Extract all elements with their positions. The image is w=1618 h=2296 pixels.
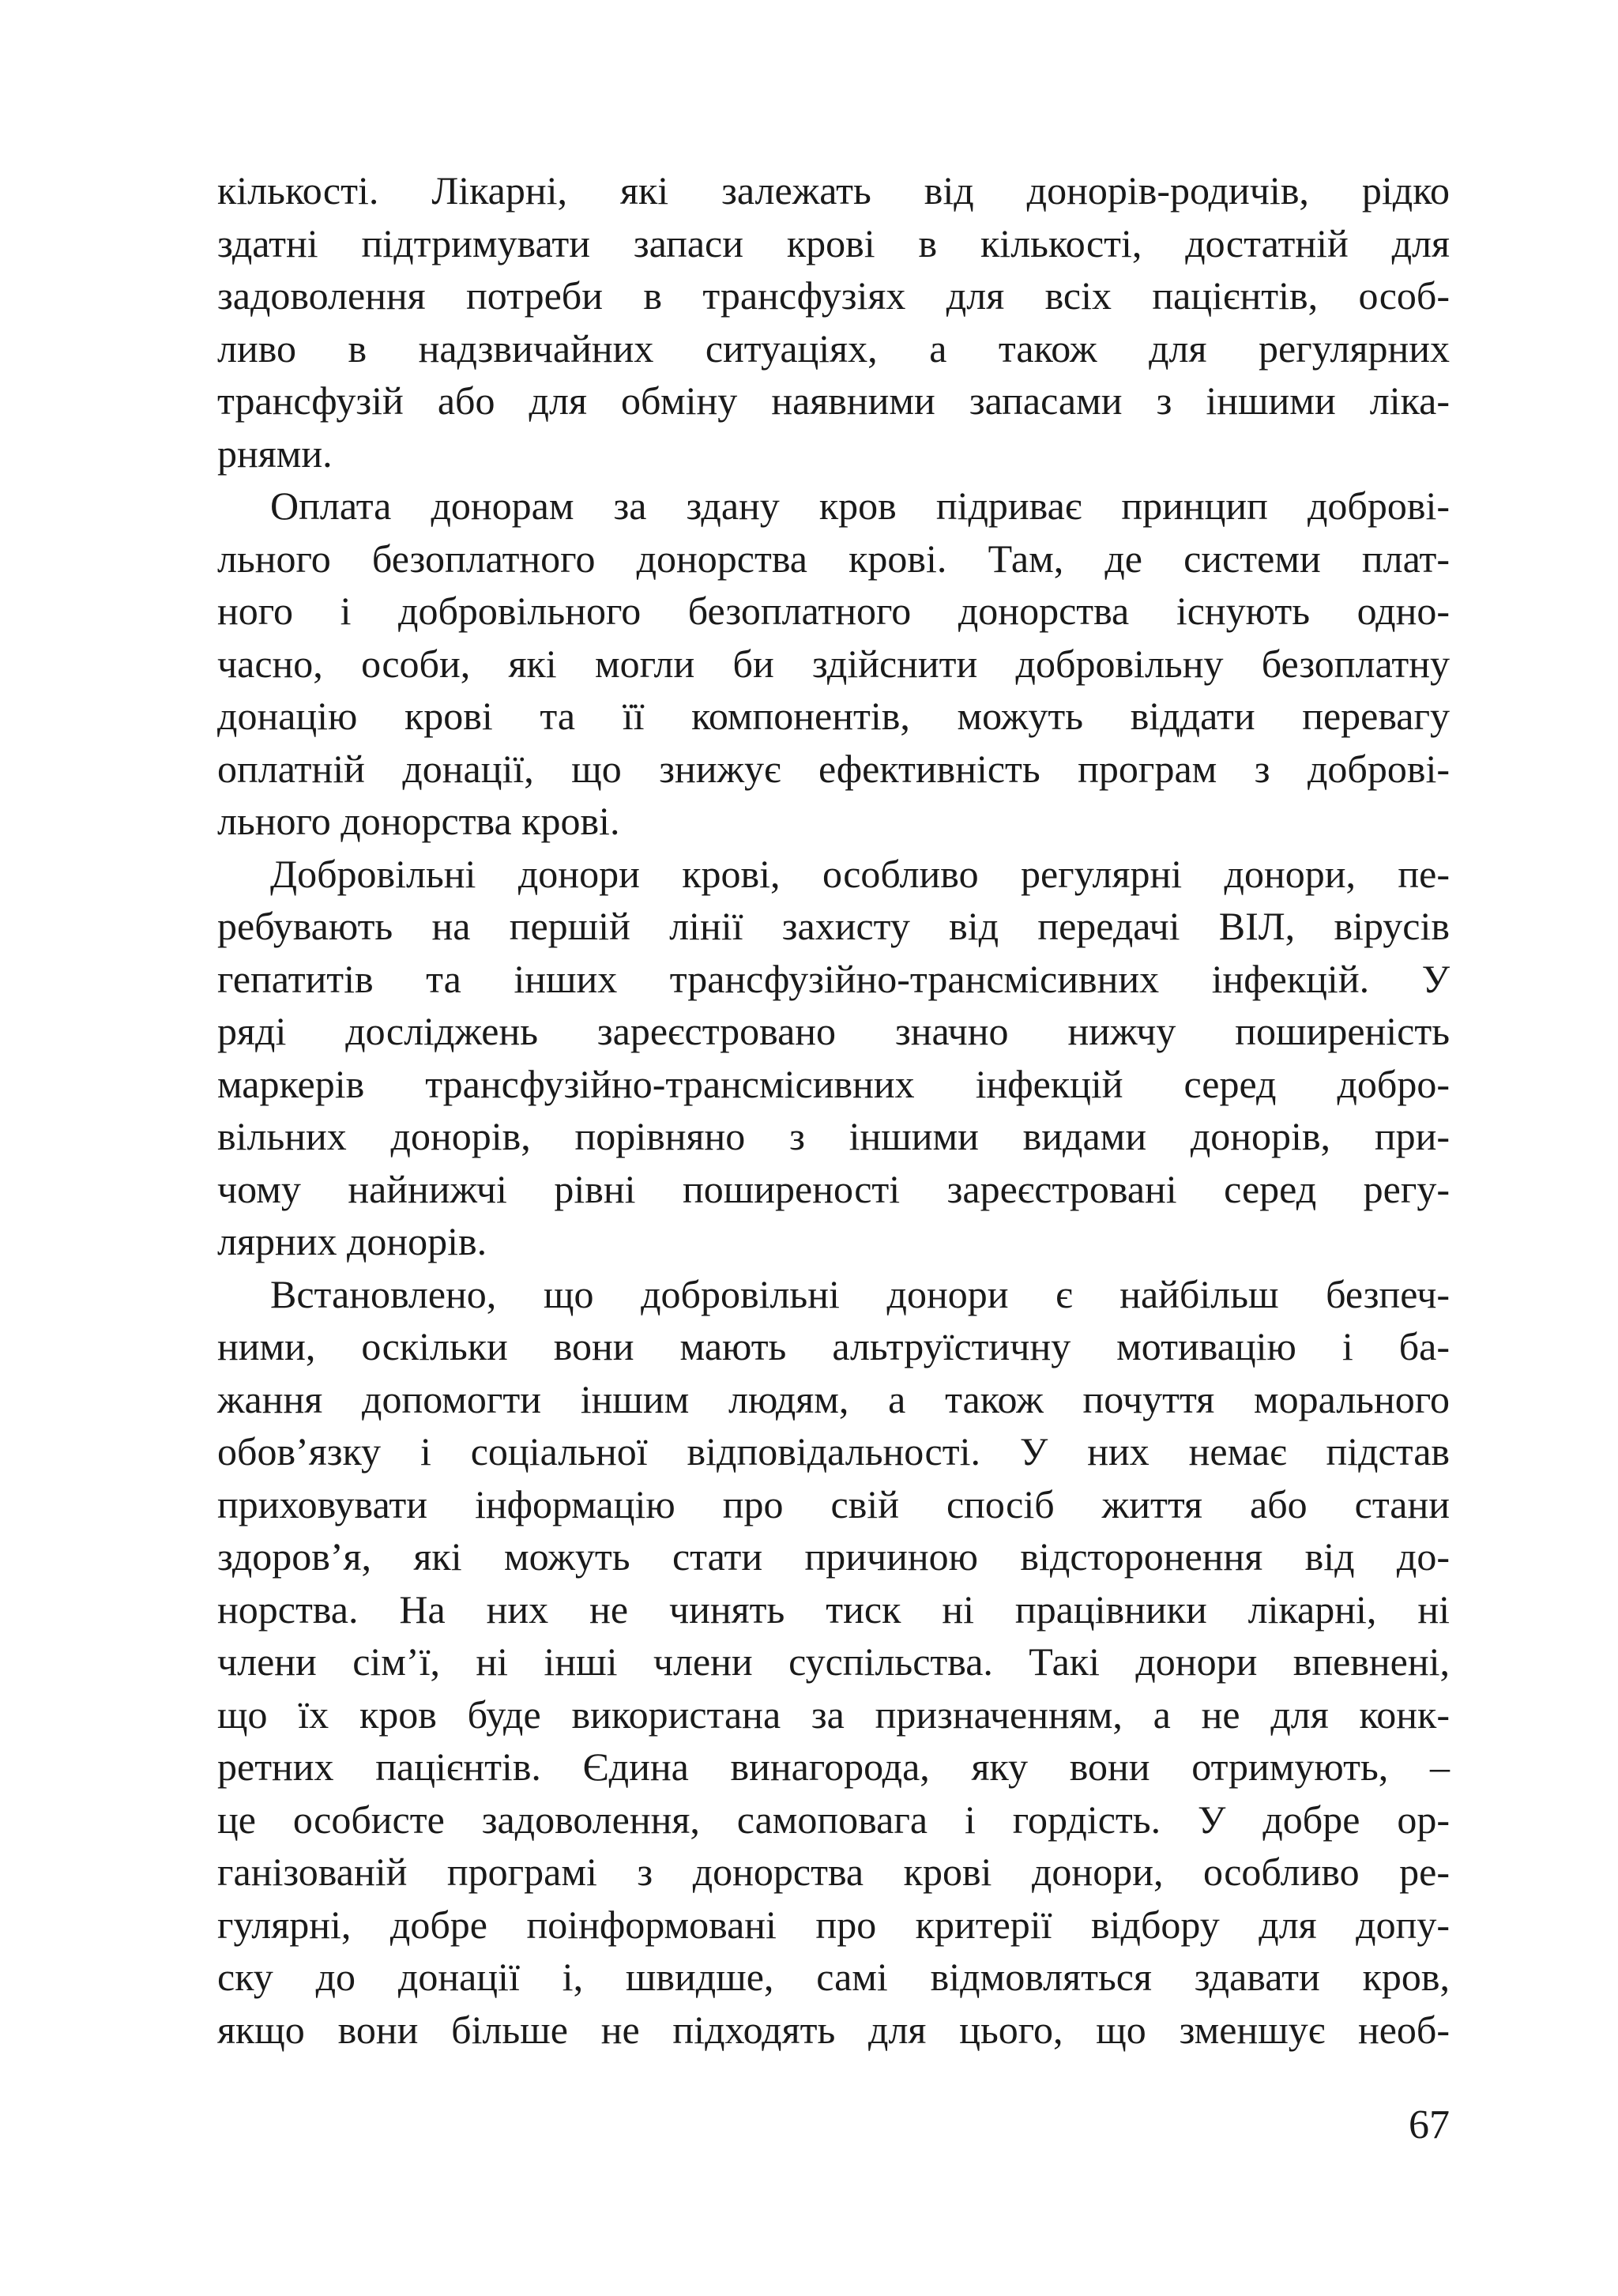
text-line: оплатній донації, що знижує ефективність програм з доброві- bbox=[217, 746, 1450, 791]
text-line: норства. На них не чинять тиск ні працівники лікарні, ні bbox=[217, 1586, 1450, 1632]
text-line: чому найнижчі рівні поширеності зареєстровані серед регу- bbox=[217, 1166, 1450, 1211]
text-line: ску до донації і, швидше, самі відмовляться здавати кров, bbox=[217, 1955, 1450, 1999]
text-line: часно, особи, які могли би здійснити добровільну безоплатну bbox=[217, 641, 1450, 686]
text-line: гепатитів та інших трансфузійно-трансмісивних інфекцій. У bbox=[217, 956, 1450, 1001]
text-line: ганізованій програмі з донорства крові донори, особливо ре- bbox=[217, 1850, 1450, 1894]
text-line: здатні підтримувати запаси крові в кількості, достатній для bbox=[217, 220, 1450, 265]
text-line: приховувати інформацію про свій спосіб життя або стани bbox=[217, 1481, 1450, 1526]
text-line: лярних донорів. bbox=[217, 1219, 487, 1263]
text-line: ного і добровільного безоплатного донорства існують одно- bbox=[217, 589, 1450, 633]
text-line: Встановлено, що добровільні донори є найбільш безпеч- bbox=[270, 1271, 1450, 1316]
text-line: гулярні, добре поінформовані про критерії відбору для допу- bbox=[217, 1902, 1450, 1947]
paragraph bbox=[217, 480, 1450, 848]
text-line: маркерів трансфузійно-трансмісивних інфекцій серед добро- bbox=[217, 1061, 1450, 1106]
text-line: задоволення потреби в трансфузіях для всіх пацієнтів, особ- bbox=[217, 273, 1450, 318]
text-line: трансфузій або для обміну наявними запасами з іншими ліка- bbox=[217, 378, 1450, 423]
body-text bbox=[217, 164, 1450, 2056]
text-line: ретних пацієнтів. Єдина винагорода, яку вони отримують, – bbox=[217, 1745, 1450, 1789]
text-line: ливо в надзвичайних ситуаціях, а також для регулярних bbox=[217, 326, 1450, 371]
text-line: ряді досліджень зареєстровано значно нижчу поширеність bbox=[217, 1009, 1450, 1053]
text-line: якщо вони більше не підходять для цього, що зменшує необ- bbox=[217, 2007, 1450, 2052]
text-line: вільних донорів, порівняно з іншими видами донорів, при- bbox=[217, 1114, 1450, 1158]
text-line: Добровільні донори крові, особливо регулярні донори, пе- bbox=[270, 851, 1450, 896]
text-line: члени сім’ї, ні інші члени суспільства. Такі донори впевнені, bbox=[217, 1639, 1450, 1684]
paragraph bbox=[217, 848, 1450, 1268]
text-line: льного донорства крові. bbox=[217, 799, 620, 843]
paragraph bbox=[217, 164, 1450, 480]
text-line: здоров’я, які можуть стати причиною відсторонення від до- bbox=[217, 1534, 1450, 1579]
page-number: 67 bbox=[1409, 2102, 1450, 2147]
text-line: що їх кров буде використана за призначенням, а не для конк- bbox=[217, 1692, 1450, 1737]
text-line: ними, оскільки вони мають альтруїстичну мотивацію і ба- bbox=[217, 1324, 1450, 1368]
text-line: льного безоплатного донорства крові. Там, де системи плат- bbox=[217, 536, 1450, 581]
text-line: рнями. bbox=[217, 431, 333, 476]
text-line: це особисте задоволення, самоповага і гордість. У добре ор- bbox=[217, 1797, 1450, 1842]
text-line: жання допомогти іншим людям, а також почуття морального bbox=[217, 1376, 1450, 1421]
paragraph bbox=[217, 1268, 1450, 2057]
text-line: донацію крові та її компонентів, можуть віддати перевагу bbox=[217, 694, 1450, 738]
text-line: кількості. Лікарні, які залежать від донорів-родичів, рідко bbox=[217, 168, 1450, 213]
text-line: обов’язку і соціальної відповідальності. У них немає підстав bbox=[217, 1429, 1450, 1474]
text-line: Оплата донорам за здану кров підриває принцип доброві- bbox=[270, 484, 1450, 528]
text-line: ребувають на першій лінії захисту від передачі ВІЛ, вірусів bbox=[217, 904, 1450, 948]
